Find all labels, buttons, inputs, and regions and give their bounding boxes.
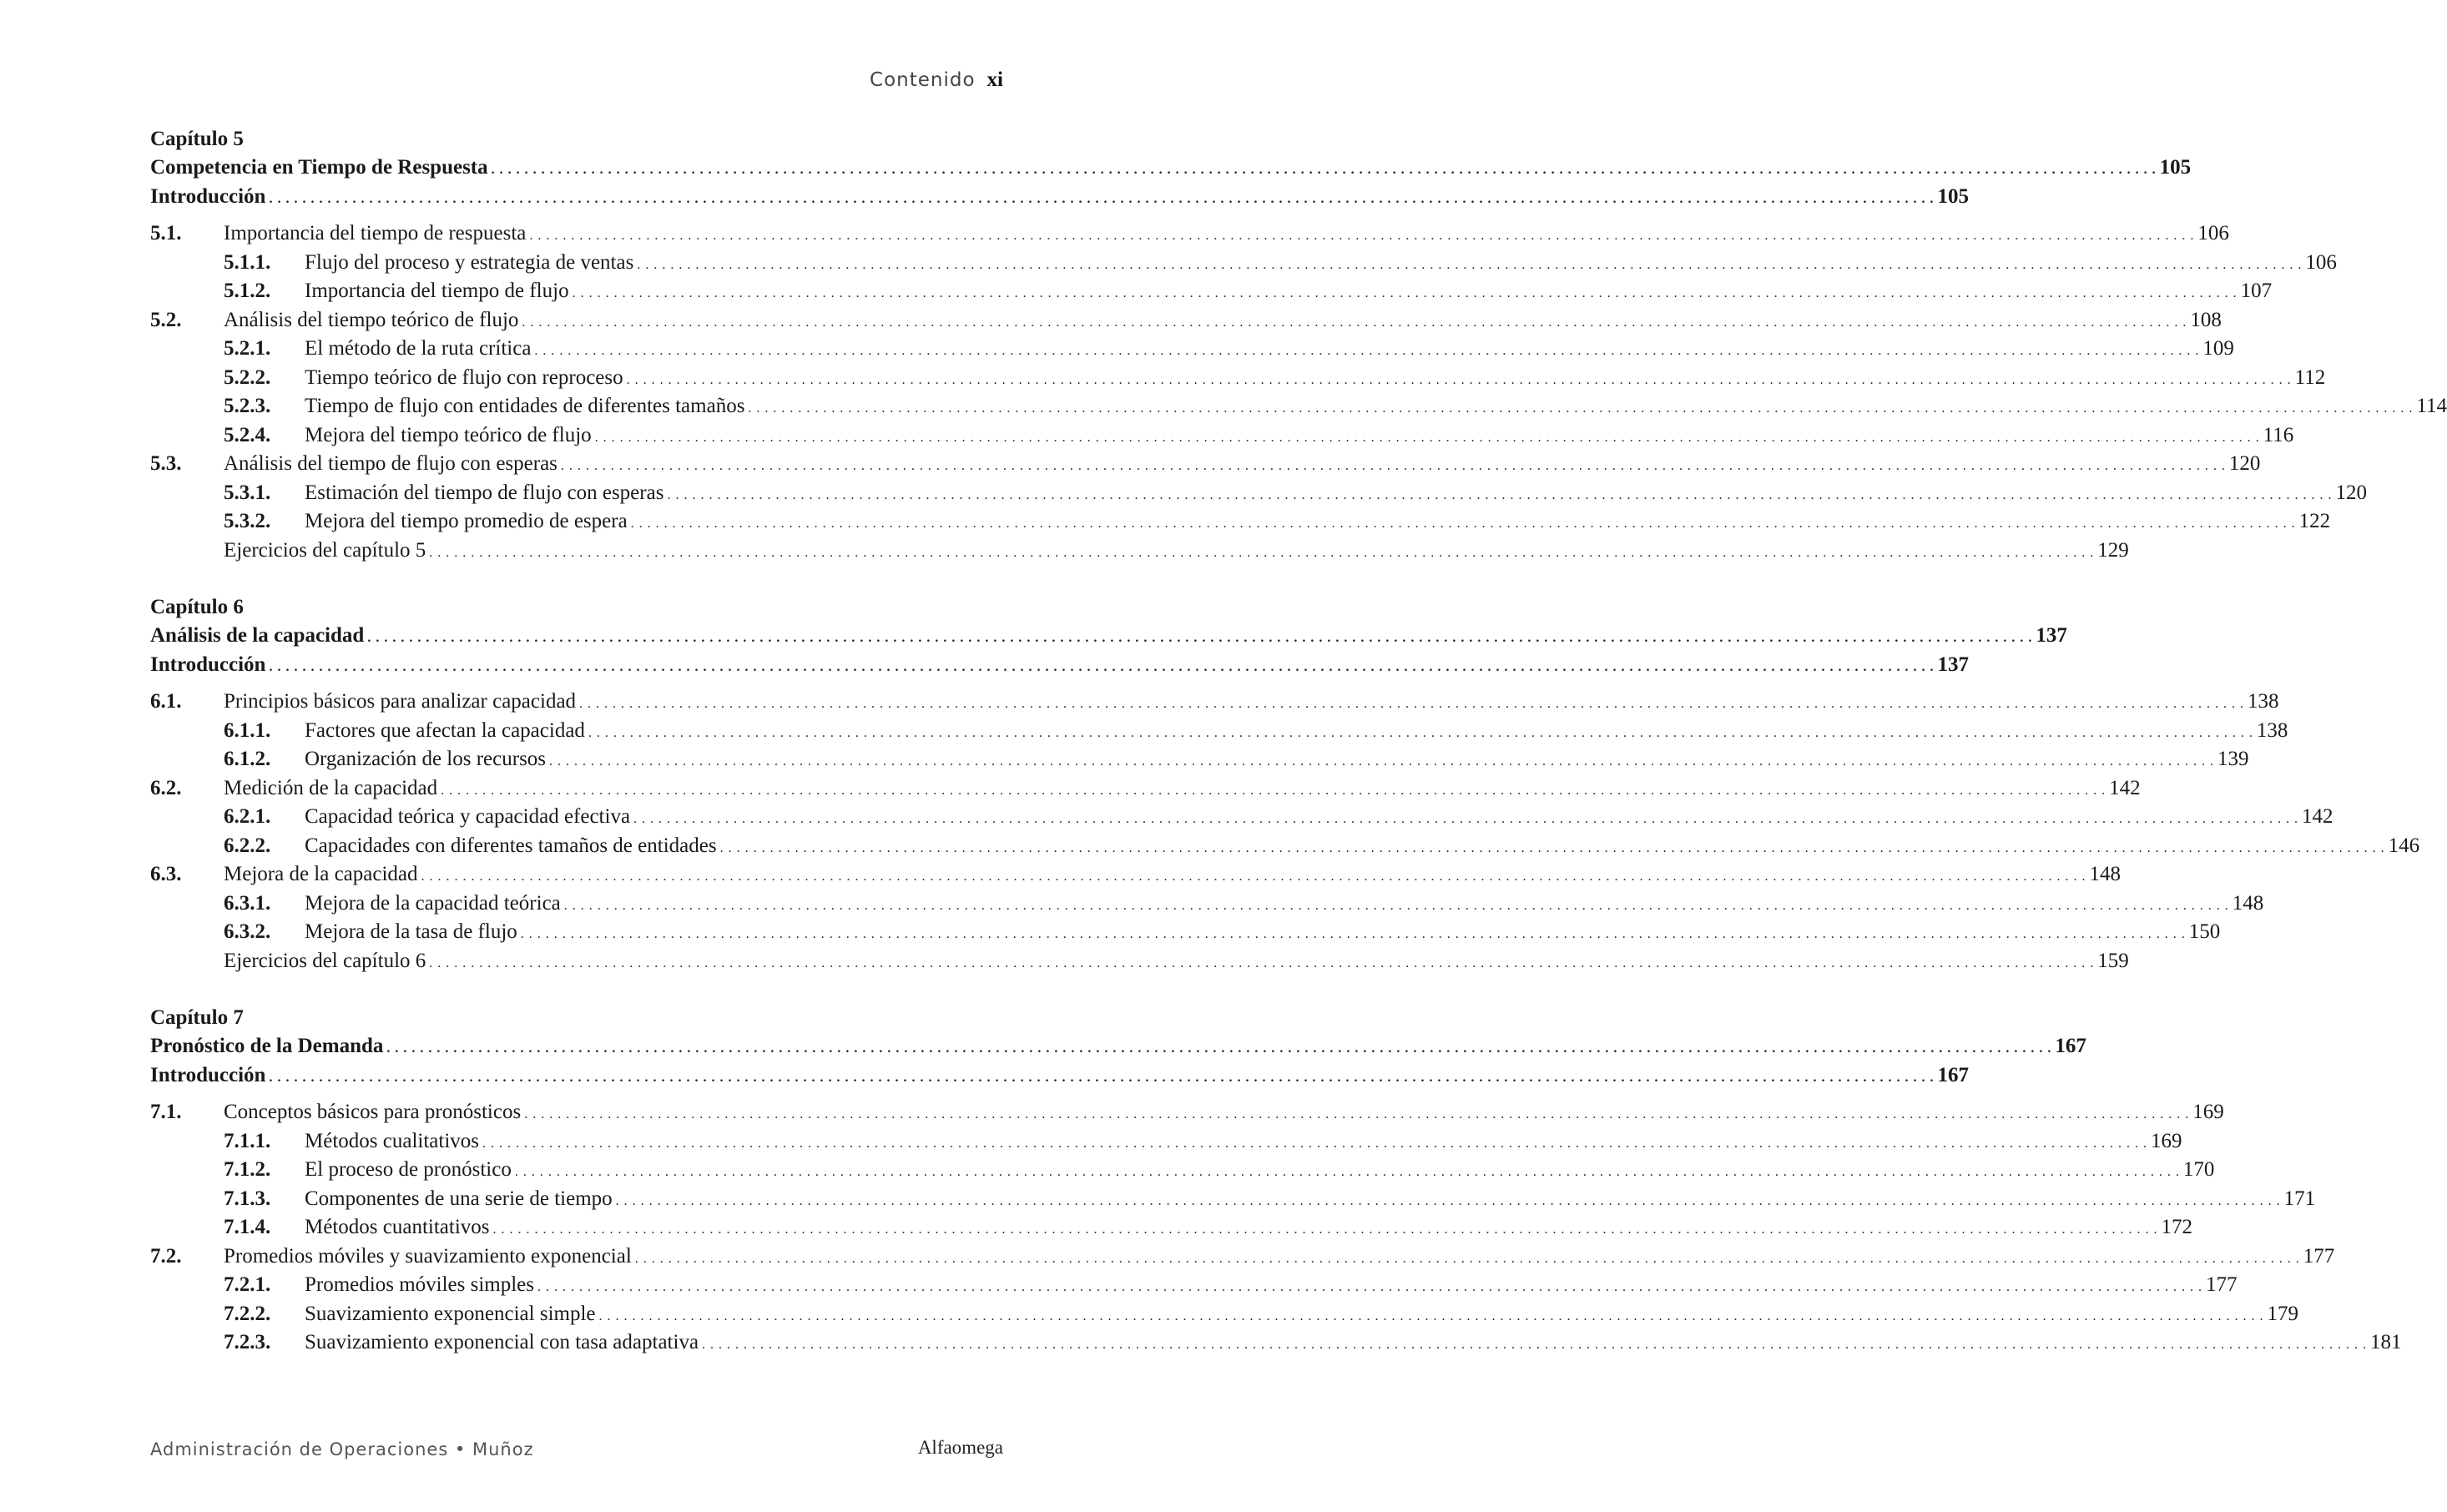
toc-entry-page: 108 [2190, 308, 2222, 331]
toc-entry-page: 146 [2388, 834, 2420, 857]
toc-entry-page: 169 [2151, 1129, 2182, 1152]
toc-entry-number: 7.2. [150, 1244, 182, 1268]
toc-entry-number: 6.1.1. [224, 718, 271, 742]
toc-entry [150, 890, 2264, 919]
toc-entry-title: Medición de la capacidad [224, 776, 438, 799]
toc-entry-title: Conceptos básicos para pronósticos [224, 1101, 522, 1123]
dot-leader: . . . . . . . . . . . . . . . . . . . . . . . . . . . . . . . . . . . . . . . . . . . . . . . . . . . . . . . . . . . . . . . . . . . . . . . . . . . . . . . . . . . . . . . . . . . . . . . . . . . . . . . . . . . . . . . . . . . . . . . . . . . . . . . . . . . . . . . . . . . . . . . . . . . . . . . . . . . . . . . . . . . . . . . . . . . . . . . . . . . . . . . . . . . . . . . . . . . . . . . . [522, 315, 2187, 330]
toc-entry-page: 107 [2240, 280, 2273, 302]
toc-entry-page: 167 [1937, 1063, 1969, 1086]
toc-entry-number: 7.1.1. [224, 1129, 271, 1152]
dot-leader: . . . . . . . . . . . . . . . . . . . . . . . . . . . . . . . . . . . . . . . . . . . . . . . . . . . . . . . . . . . . . . . . . . . . . . . . . . . . . . . . . . . . . . . . . . . . . . . . . . . . . . . . . . . . . . . . . . . . . . . . . . . . . . . . . . . . . . . . . . . . . . . . . . . . . . . . . . . . . . . . . . . . . . . . . . . . . . . . . . . . . . . . . . . . . . . . . . . . . . . . [626, 372, 2292, 387]
toc-entry-number: 6.3. [150, 863, 182, 885]
dot-leader: . . . . . . . . . . . . . . . . . . . . . . . . . . . . . . . . . . . . . . . . . . . . . . . . . . . . . . . . . . . . . . . . . . . . . . . . . . . . . . . . . . . . . . . . . . . . . . . . . . . . . . . . . . . . . . . . . . . . . . . . . . . . . . . . . . . . . . . . . . . . . . . . . . . . . . . . . . . . . . . . . . . . . . . . . . . . . . . . . . . . . . . . . . . . . . . . . . . . . . . . [537, 1280, 2202, 1294]
toc-entry-page: 114 [2416, 395, 2447, 417]
toc-entry [150, 537, 2129, 566]
dot-leader: . . . . . . . . . . . . . . . . . . . . . . . . . . . . . . . . . . . . . . . . . . . . . . . . . . . . . . . . . . . . . . . . . . . . . . . . . . . . . . . . . . . . . . . . . . . . . . . . . . . . . . . . . . . . . . . . . . . . . . . . . . . . . . . . . . . . . . . . . . . . . . . . . . . . . . . . . . . . . . . . . . . . . . . . . . . . . . . . . . . . . . . . . . . . . . . . . . . . . . . . [269, 659, 1935, 674]
chapter-label: Capítulo 7 [150, 1006, 244, 1029]
toc-entry-title: Mejora de la capacidad teórica [305, 891, 561, 915]
dot-leader: . . . . . . . . . . . . . . . . . . . . . . . . . . . . . . . . . . . . . . . . . . . . . . . . . . . . . . . . . . . . . . . . . . . . . . . . . . . . . . . . . . . . . . . . . . . . . . . . . . . . . . . . . . . . . . . . . . . . . . . . . . . . . . . . . . . . . . . . . . . . . . . . . . . . . . . . . . . . . . . . . . . . . . . . . . . . . . . . . . . . . . . . . . . . . . . . . . . . . . . . [441, 783, 2106, 798]
toc-entry-number: 5.2.3. [224, 395, 271, 417]
toc-entry-page: 138 [2256, 718, 2288, 742]
toc-entry-page: 179 [2267, 1302, 2299, 1325]
toc-entry-number: 6.3.2. [224, 920, 271, 943]
dot-leader: . . . . . . . . . . . . . . . . . . . . . . . . . . . . . . . . . . . . . . . . . . . . . . . . . . . . . . . . . . . . . . . . . . . . . . . . . . . . . . . . . . . . . . . . . . . . . . . . . . . . . . . . . . . . . . . . . . . . . . . . . . . . . . . . . . . . . . . . . . . . . . . . . . . . . . . . . . . . . . . . . . . . . . . . . . . . . . . . . . . . . . . . . . . . . . . . . . . . . . . . [615, 1193, 2281, 1208]
toc-entry [150, 774, 2141, 804]
toc-entry-number: 5.2.2. [224, 365, 271, 389]
dot-leader: . . . . . . . . . . . . . . . . . . . . . . . . . . . . . . . . . . . . . . . . . . . . . . . . . . . . . . . . . . . . . . . . . . . . . . . . . . . . . . . . . . . . . . . . . . . . . . . . . . . . . . . . . . . . . . . . . . . . . . . . . . . . . . . . . . . . . . . . . . . . . . . . . . . . . . . . . . . . . . . . . . . . . . . . . . . . . . . . . . . . . . . . . . . . . . . . . . . . . . . . [748, 401, 2414, 416]
toc-entry-title: Capacidades con diferentes tamaños de entidades [305, 834, 717, 857]
toc-entry-title: Promedios móviles y suavizamiento exponencial [224, 1244, 632, 1268]
toc-entry-number: 6.2.1. [224, 805, 271, 828]
toc-entry-page: 159 [2097, 949, 2129, 972]
toc-entry-number: 5.1.1. [224, 250, 271, 274]
toc-entry-page: 116 [2263, 423, 2294, 446]
toc-entry-number: 6.1.2. [224, 748, 271, 770]
toc-entry-page: 137 [2036, 624, 2067, 647]
toc-entry-page: 106 [2305, 250, 2337, 274]
toc-entry-number: 5.3.1. [224, 481, 271, 504]
toc-entry-number: 7.2.3. [224, 1331, 271, 1353]
chapter-label: Capítulo 5 [150, 128, 244, 150]
toc-entry-title: Ejercicios del capítulo 5 [224, 538, 426, 562]
toc-entry-number: 6.2.2. [224, 834, 271, 857]
toc-entry [150, 154, 2192, 183]
toc-entry [150, 450, 2261, 479]
toc-entry-number: 5.2. [150, 308, 182, 331]
toc-entry-title: Principios básicos para analizar capacidad [224, 690, 577, 713]
toc-entry-page: 142 [2109, 776, 2141, 799]
toc-entry-page: 177 [2206, 1273, 2238, 1296]
toc-entry [150, 1271, 2238, 1300]
toc-entry-title: Flujo del proceso y estrategia de ventas [305, 250, 634, 274]
toc-entry-title: Métodos cualitativos [305, 1129, 479, 1152]
toc-entry [150, 1127, 2182, 1157]
toc-entry-title: Importancia del tiempo de flujo [305, 280, 569, 302]
toc-entry-title: Estimación del tiempo de flujo con esperas [305, 481, 664, 504]
toc-entry-title: Introducción [150, 1063, 266, 1086]
toc-entry-page: 171 [2283, 1187, 2316, 1210]
dot-leader: . . . . . . . . . . . . . . . . . . . . . . . . . . . . . . . . . . . . . . . . . . . . . . . . . . . . . . . . . . . . . . . . . . . . . . . . . . . . . . . . . . . . . . . . . . . . . . . . . . . . . . . . . . . . . . . . . . . . . . . . . . . . . . . . . . . . . . . . . . . . . . . . . . . . . . . . . . . . . . . . . . . . . . . . . . . . . . . . . . . . . . . . . . . . . . . . . . . . . . . . [429, 955, 2095, 970]
toc-entry [150, 335, 2234, 364]
toc-entry [150, 717, 2288, 746]
toc-entry-page: 150 [2188, 920, 2221, 943]
dot-leader: . . . . . . . . . . . . . . . . . . . . . . . . . . . . . . . . . . . . . . . . . . . . . . . . . . . . . . . . . . . . . . . . . . . . . . . . . . . . . . . . . . . . . . . . . . . . . . . . . . . . . . . . . . . . . . . . . . . . . . . . . . . . . . . . . . . . . . . . . . . . . . . . . . . . . . . . . . . . . . . . . . . . . . . . . . . . . . . . . . . . . . . . . . . . . . . . . . . . . . . . [702, 1338, 2368, 1352]
toc-entry-number: 5.2.4. [224, 423, 271, 446]
footer-book-title: Administración de Operaciones • Muñoz [150, 1439, 534, 1459]
toc-entry-title: Análisis del tiempo teórico de flujo [224, 308, 519, 331]
toc-entry-title: Suavizamiento exponencial con tasa adaptativa [305, 1331, 699, 1353]
toc-entry [150, 183, 1969, 212]
toc-entry-number: 6.1. [150, 690, 182, 713]
toc-entry-page: 148 [2232, 891, 2264, 915]
chapter-label: Capítulo 6 [150, 596, 244, 618]
toc-entry-page: 120 [2228, 452, 2261, 475]
dot-leader: . . . . . . . . . . . . . . . . . . . . . . . . . . . . . . . . . . . . . . . . . . . . . . . . . . . . . . . . . . . . . . . . . . . . . . . . . . . . . . . . . . . . . . . . . . . . . . . . . . . . . . . . . . . . . . . . . . . . . . . . . . . . . . . . . . . . . . . . . . . . . . . . . . . . . . . . . . . . . . . . . . . . . . . . . . . . . . . . . . . . . . . . . . . . . . . . . . . . . . . . [367, 631, 2033, 645]
toc-entry [150, 803, 2333, 832]
toc-entry-title: Importancia del tiempo de respuesta [224, 222, 527, 244]
toc-entry [150, 364, 2326, 393]
dot-leader: . . . . . . . . . . . . . . . . . . . . . . . . . . . . . . . . . . . . . . . . . . . . . . . . . . . . . . . . . . . . . . . . . . . . . . . . . . . . . . . . . . . . . . . . . . . . . . . . . . . . . . . . . . . . . . . . . . . . . . . . . . . . . . . . . . . . . . . . . . . . . . . . . . . . . . . . . . . . . . . . . . . . . . . . . . . . . . . . . . . . . . . . . . . . . . . . . . . . . . . . [633, 812, 2299, 826]
dot-leader: . . . . . . . . . . . . . . . . . . . . . . . . . . . . . . . . . . . . . . . . . . . . . . . . . . . . . . . . . . . . . . . . . . . . . . . . . . . . . . . . . . . . . . . . . . . . . . . . . . . . . . . . . . . . . . . . . . . . . . . . . . . . . . . . . . . . . . . . . . . . . . . . . . . . . . . . . . . . . . . . . . . . . . . . . . . . . . . . . . . . . . . . . . . . . . . . . . . . . . . . [572, 286, 2238, 300]
toc-entry-title: Tiempo teórico de flujo con reproceso [305, 365, 623, 389]
toc-entry-title: Pronóstico de la Demanda [150, 1035, 384, 1057]
footer-publisher: Alfaomega [917, 1437, 1003, 1458]
toc-entry-page: 142 [2302, 805, 2333, 828]
toc-entry-title: Competencia en Tiempo de Respuesta [150, 156, 488, 179]
toc-entry-page: 169 [2192, 1101, 2224, 1123]
toc-entry [150, 947, 2129, 976]
toc-entry-title: Análisis del tiempo de flujo con esperas [224, 452, 558, 475]
toc-entry-page: 105 [1937, 184, 1969, 208]
toc-entry-title: Métodos cuantitativos [305, 1216, 490, 1238]
toc-entry [150, 277, 2273, 306]
toc-entry-number: 7.1.4. [224, 1216, 271, 1238]
toc-entry-title: Mejora de la tasa de flujo [305, 920, 517, 943]
dot-leader: . . . . . . . . . . . . . . . . . . . . . . . . . . . . . . . . . . . . . . . . . . . . . . . . . . . . . . . . . . . . . . . . . . . . . . . . . . . . . . . . . . . . . . . . . . . . . . . . . . . . . . . . . . . . . . . . . . . . . . . . . . . . . . . . . . . . . . . . . . . . . . . . . . . . . . . . . . . . . . . . . . . . . . . . . . . . . . . . . . . . . . . . . . . . . . . . . . . . . . . . [549, 754, 2215, 769]
toc-entry-page: 112 [2294, 365, 2326, 389]
toc-entry-number: 5.1. [150, 222, 182, 244]
dot-leader: . . . . . . . . . . . . . . . . . . . . . . . . . . . . . . . . . . . . . . . . . . . . . . . . . . . . . . . . . . . . . . . . . . . . . . . . . . . . . . . . . . . . . . . . . . . . . . . . . . . . . . . . . . . . . . . . . . . . . . . . . . . . . . . . . . . . . . . . . . . . . . . . . . . . . . . . . . . . . . . . . . . . . . . . . . . . . . . . . . . . . . . . . . . . . . . . . . . . . . . . [269, 191, 1935, 206]
toc-entry-title: Mejora de la capacidad [224, 863, 418, 885]
table-of-contents [150, 125, 2447, 1386]
toc-entry-title: Análisis de la capacidad [150, 624, 365, 647]
chapter-section [150, 593, 2420, 975]
running-head-section: Contenido [870, 69, 976, 91]
toc-entry-page: 181 [2370, 1331, 2402, 1353]
toc-entry-number: 6.3.1. [224, 891, 271, 915]
toc-entry-number: 7.1.2. [224, 1158, 271, 1181]
toc-entry-page: 105 [2159, 156, 2192, 179]
toc-entry-page: 167 [2055, 1035, 2086, 1057]
toc-entry [150, 1061, 1969, 1091]
toc-entry-title: Introducción [150, 653, 266, 676]
toc-entry-title: Componentes de una serie de tiempo [305, 1187, 613, 1210]
dot-leader: . . . . . . . . . . . . . . . . . . . . . . . . . . . . . . . . . . . . . . . . . . . . . . . . . . . . . . . . . . . . . . . . . . . . . . . . . . . . . . . . . . . . . . . . . . . . . . . . . . . . . . . . . . . . . . . . . . . . . . . . . . . . . . . . . . . . . . . . . . . . . . . . . . . . . . . . . . . . . . . . . . . . . . . . . . . . . . . . . . . . . . . . . . . . . . . . . . . . . . . . [524, 1107, 2190, 1121]
toc-entry-page: 122 [2298, 510, 2331, 532]
toc-entry-title: Mejora del tiempo promedio de espera [305, 510, 628, 532]
running-head [870, 68, 1003, 92]
toc-entry [150, 421, 2294, 451]
toc-entry [150, 1185, 2316, 1214]
toc-entry [150, 306, 2222, 335]
toc-entry-page: 177 [2303, 1244, 2335, 1268]
toc-entry [150, 392, 2447, 421]
dot-leader: . . . . . . . . . . . . . . . . . . . . . . . . . . . . . . . . . . . . . . . . . . . . . . . . . . . . . . . . . . . . . . . . . . . . . . . . . . . . . . . . . . . . . . . . . . . . . . . . . . . . . . . . . . . . . . . . . . . . . . . . . . . . . . . . . . . . . . . . . . . . . . . . . . . . . . . . . . . . . . . . . . . . . . . . . . . . . . . . . . . . . . . . . . . . . . . . . . . . . . . . [269, 1070, 1935, 1085]
toc-entry [150, 1300, 2299, 1329]
dot-leader: . . . . . . . . . . . . . . . . . . . . . . . . . . . . . . . . . . . . . . . . . . . . . . . . . . . . . . . . . . . . . . . . . . . . . . . . . . . . . . . . . . . . . . . . . . . . . . . . . . . . . . . . . . . . . . . . . . . . . . . . . . . . . . . . . . . . . . . . . . . . . . . . . . . . . . . . . . . . . . . . . . . . . . . . . . . . . . . . . . . . . . . . . . . . . . . . . . . . . . . . [598, 1308, 2264, 1323]
dot-leader: . . . . . . . . . . . . . . . . . . . . . . . . . . . . . . . . . . . . . . . . . . . . . . . . . . . . . . . . . . . . . . . . . . . . . . . . . . . . . . . . . . . . . . . . . . . . . . . . . . . . . . . . . . . . . . . . . . . . . . . . . . . . . . . . . . . . . . . . . . . . . . . . . . . . . . . . . . . . . . . . . . . . . . . . . . . . . . . . . . . . . . . . . . . . . . . . . . . . . . . . [386, 1041, 2052, 1056]
toc-entry-number: 5.2.1. [224, 337, 271, 360]
dot-leader: . . . . . . . . . . . . . . . . . . . . . . . . . . . . . . . . . . . . . . . . . . . . . . . . . . . . . . . . . . . . . . . . . . . . . . . . . . . . . . . . . . . . . . . . . . . . . . . . . . . . . . . . . . . . . . . . . . . . . . . . . . . . . . . . . . . . . . . . . . . . . . . . . . . . . . . . . . . . . . . . . . . . . . . . . . . . . . . . . . . . . . . . . . . . . . . . . . . . . . . . [534, 344, 2200, 358]
dot-leader: . . . . . . . . . . . . . . . . . . . . . . . . . . . . . . . . . . . . . . . . . . . . . . . . . . . . . . . . . . . . . . . . . . . . . . . . . . . . . . . . . . . . . . . . . . . . . . . . . . . . . . . . . . . . . . . . . . . . . . . . . . . . . . . . . . . . . . . . . . . . . . . . . . . . . . . . . . . . . . . . . . . . . . . . . . . . . . . . . . . . . . . . . . . . . . . . . . . . . . . . [579, 697, 2245, 711]
toc-entry-title: Suavizamiento exponencial simple [305, 1302, 596, 1325]
dot-leader: . . . . . . . . . . . . . . . . . . . . . . . . . . . . . . . . . . . . . . . . . . . . . . . . . . . . . . . . . . . . . . . . . . . . . . . . . . . . . . . . . . . . . . . . . . . . . . . . . . . . . . . . . . . . . . . . . . . . . . . . . . . . . . . . . . . . . . . . . . . . . . . . . . . . . . . . . . . . . . . . . . . . . . . . . . . . . . . . . . . . . . . . . . . . . . . . . . . . . . . . [667, 487, 2333, 502]
dot-leader: . . . . . . . . . . . . . . . . . . . . . . . . . . . . . . . . . . . . . . . . . . . . . . . . . . . . . . . . . . . . . . . . . . . . . . . . . . . . . . . . . . . . . . . . . . . . . . . . . . . . . . . . . . . . . . . . . . . . . . . . . . . . . . . . . . . . . . . . . . . . . . . . . . . . . . . . . . . . . . . . . . . . . . . . . . . . . . . . . . . . . . . . . . . . . . . . . . . . . . . . [429, 545, 2095, 560]
toc-entry-page: 106 [2197, 222, 2229, 244]
toc-entry-number: 6.2. [150, 776, 182, 799]
chapter-section [150, 1004, 2402, 1358]
toc-entry-title: Ejercicios del capítulo 6 [224, 949, 426, 972]
toc-entry [150, 479, 2367, 508]
dot-leader: . . . . . . . . . . . . . . . . . . . . . . . . . . . . . . . . . . . . . . . . . . . . . . . . . . . . . . . . . . . . . . . . . . . . . . . . . . . . . . . . . . . . . . . . . . . . . . . . . . . . . . . . . . . . . . . . . . . . . . . . . . . . . . . . . . . . . . . . . . . . . . . . . . . . . . . . . . . . . . . . . . . . . . . . . . . . . . . . . . . . . . . . . . . . . . . . . . . . . . . . [588, 725, 2253, 740]
dot-leader: . . . . . . . . . . . . . . . . . . . . . . . . . . . . . . . . . . . . . . . . . . . . . . . . . . . . . . . . . . . . . . . . . . . . . . . . . . . . . . . . . . . . . . . . . . . . . . . . . . . . . . . . . . . . . . . . . . . . . . . . . . . . . . . . . . . . . . . . . . . . . . . . . . . . . . . . . . . . . . . . . . . . . . . . . . . . . . . . . . . . . . . . . . . . . . . . . . . . . . . . [637, 257, 2303, 272]
dot-leader: . . . . . . . . . . . . . . . . . . . . . . . . . . . . . . . . . . . . . . . . . . . . . . . . . . . . . . . . . . . . . . . . . . . . . . . . . . . . . . . . . . . . . . . . . . . . . . . . . . . . . . . . . . . . . . . . . . . . . . . . . . . . . . . . . . . . . . . . . . . . . . . . . . . . . . . . . . . . . . . . . . . . . . . . . . . . . . . . . . . . . . . . . . . . . . . . . . . . . . . . [491, 163, 2157, 177]
toc-entry-page: 109 [2202, 337, 2234, 360]
toc-entry-number: 7.2.2. [224, 1302, 271, 1325]
toc-entry [150, 1098, 2224, 1127]
toc-entry-title: Factores que afectan la capacidad [305, 718, 585, 742]
toc-entry-title: Mejora del tiempo teórico de flujo [305, 423, 592, 446]
toc-entry [150, 918, 2221, 947]
toc-entry-number: 5.3. [150, 452, 182, 475]
toc-entry [150, 1156, 2215, 1185]
toc-entry-number: 5.3.2. [224, 510, 271, 532]
toc-entry-title: Capacidad teórica y capacidad efectiva [305, 805, 631, 828]
toc-entry-title: Introducción [150, 184, 266, 208]
toc-entry-number: 7.1. [150, 1101, 182, 1123]
toc-entry [150, 651, 1969, 680]
toc-entry [150, 832, 2420, 861]
toc-entry-page: 148 [2089, 863, 2122, 885]
toc-entry-page: 120 [2335, 481, 2367, 504]
toc-entry-title: Tiempo de flujo con entidades de diferentes tamaños [305, 395, 745, 417]
toc-entry-title: Organización de los recursos [305, 748, 547, 770]
toc-entry [150, 688, 2279, 717]
toc-entry [150, 507, 2331, 537]
toc-entry-page: 170 [2182, 1158, 2215, 1181]
toc-entry-title: El proceso de pronóstico [305, 1158, 512, 1181]
toc-entry-page: 172 [2161, 1216, 2192, 1238]
dot-leader: . . . . . . . . . . . . . . . . . . . . . . . . . . . . . . . . . . . . . . . . . . . . . . . . . . . . . . . . . . . . . . . . . . . . . . . . . . . . . . . . . . . . . . . . . . . . . . . . . . . . . . . . . . . . . . . . . . . . . . . . . . . . . . . . . . . . . . . . . . . . . . . . . . . . . . . . . . . . . . . . . . . . . . . . . . . . . . . . . . . . . . . . . . . . . . . . . . . . . . . . [634, 1251, 2300, 1266]
toc-entry [150, 249, 2337, 278]
toc-entry [150, 622, 2067, 651]
dot-leader: . . . . . . . . . . . . . . . . . . . . . . . . . . . . . . . . . . . . . . . . . . . . . . . . . . . . . . . . . . . . . . . . . . . . . . . . . . . . . . . . . . . . . . . . . . . . . . . . . . . . . . . . . . . . . . . . . . . . . . . . . . . . . . . . . . . . . . . . . . . . . . . . . . . . . . . . . . . . . . . . . . . . . . . . . . . . . . . . . . . . . . . . . . . . . . . . . . . . . . . . [520, 927, 2186, 941]
dot-leader: . . . . . . . . . . . . . . . . . . . . . . . . . . . . . . . . . . . . . . . . . . . . . . . . . . . . . . . . . . . . . . . . . . . . . . . . . . . . . . . . . . . . . . . . . . . . . . . . . . . . . . . . . . . . . . . . . . . . . . . . . . . . . . . . . . . . . . . . . . . . . . . . . . . . . . . . . . . . . . . . . . . . . . . . . . . . . . . . . . . . . . . . . . . . . . . . . . . . . . . . [560, 459, 2226, 473]
dot-leader: . . . . . . . . . . . . . . . . . . . . . . . . . . . . . . . . . . . . . . . . . . . . . . . . . . . . . . . . . . . . . . . . . . . . . . . . . . . . . . . . . . . . . . . . . . . . . . . . . . . . . . . . . . . . . . . . . . . . . . . . . . . . . . . . . . . . . . . . . . . . . . . . . . . . . . . . . . . . . . . . . . . . . . . . . . . . . . . . . . . . . . . . . . . . . . . . . . . . . . . . [514, 1165, 2180, 1179]
toc-entry-title: Promedios móviles simples [305, 1273, 534, 1296]
toc-entry [150, 1242, 2335, 1272]
toc-entry [150, 1032, 2086, 1061]
running-head-page-number: xi [986, 68, 1003, 91]
dot-leader: . . . . . . . . . . . . . . . . . . . . . . . . . . . . . . . . . . . . . . . . . . . . . . . . . . . . . . . . . . . . . . . . . . . . . . . . . . . . . . . . . . . . . . . . . . . . . . . . . . . . . . . . . . . . . . . . . . . . . . . . . . . . . . . . . . . . . . . . . . . . . . . . . . . . . . . . . . . . . . . . . . . . . . . . . . . . . . . . . . . . . . . . . . . . . . . . . . . . . . . . [482, 1136, 2147, 1151]
dot-leader: . . . . . . . . . . . . . . . . . . . . . . . . . . . . . . . . . . . . . . . . . . . . . . . . . . . . . . . . . . . . . . . . . . . . . . . . . . . . . . . . . . . . . . . . . . . . . . . . . . . . . . . . . . . . . . . . . . . . . . . . . . . . . . . . . . . . . . . . . . . . . . . . . . . . . . . . . . . . . . . . . . . . . . . . . . . . . . . . . . . . . . . . . . . . . . . . . . . . . . . . [421, 869, 2086, 884]
toc-entry-page: 139 [2217, 748, 2249, 770]
toc-entry-page: 138 [2248, 690, 2279, 713]
dot-leader: . . . . . . . . . . . . . . . . . . . . . . . . . . . . . . . . . . . . . . . . . . . . . . . . . . . . . . . . . . . . . . . . . . . . . . . . . . . . . . . . . . . . . . . . . . . . . . . . . . . . . . . . . . . . . . . . . . . . . . . . . . . . . . . . . . . . . . . . . . . . . . . . . . . . . . . . . . . . . . . . . . . . . . . . . . . . . . . . . . . . . . . . . . . . . . . . . . . . . . . . [594, 430, 2260, 445]
toc-entry-number: 7.2.1. [224, 1273, 271, 1296]
toc-entry-number: 5.1.2. [224, 280, 271, 302]
toc-entry [150, 219, 2229, 249]
toc-entry-number: 7.1.3. [224, 1187, 271, 1210]
dot-leader: . . . . . . . . . . . . . . . . . . . . . . . . . . . . . . . . . . . . . . . . . . . . . . . . . . . . . . . . . . . . . . . . . . . . . . . . . . . . . . . . . . . . . . . . . . . . . . . . . . . . . . . . . . . . . . . . . . . . . . . . . . . . . . . . . . . . . . . . . . . . . . . . . . . . . . . . . . . . . . . . . . . . . . . . . . . . . . . . . . . . . . . . . . . . . . . . . . . . . . . . [492, 1222, 2158, 1237]
toc-entry [150, 860, 2122, 890]
toc-entry [150, 745, 2249, 774]
toc-entry-title: El método de la ruta crítica [305, 337, 532, 360]
toc-entry-page: 137 [1937, 653, 1969, 676]
dot-leader: . . . . . . . . . . . . . . . . . . . . . . . . . . . . . . . . . . . . . . . . . . . . . . . . . . . . . . . . . . . . . . . . . . . . . . . . . . . . . . . . . . . . . . . . . . . . . . . . . . . . . . . . . . . . . . . . . . . . . . . . . . . . . . . . . . . . . . . . . . . . . . . . . . . . . . . . . . . . . . . . . . . . . . . . . . . . . . . . . . . . . . . . . . . . . . . . . . . . . . . . [563, 898, 2229, 913]
toc-entry [150, 1328, 2402, 1358]
toc-entry-page: 129 [2097, 538, 2129, 562]
dot-leader: . . . . . . . . . . . . . . . . . . . . . . . . . . . . . . . . . . . . . . . . . . . . . . . . . . . . . . . . . . . . . . . . . . . . . . . . . . . . . . . . . . . . . . . . . . . . . . . . . . . . . . . . . . . . . . . . . . . . . . . . . . . . . . . . . . . . . . . . . . . . . . . . . . . . . . . . . . . . . . . . . . . . . . . . . . . . . . . . . . . . . . . . . . . . . . . . . . . . . . . . [529, 229, 2195, 243]
dot-leader: . . . . . . . . . . . . . . . . . . . . . . . . . . . . . . . . . . . . . . . . . . . . . . . . . . . . . . . . . . . . . . . . . . . . . . . . . . . . . . . . . . . . . . . . . . . . . . . . . . . . . . . . . . . . . . . . . . . . . . . . . . . . . . . . . . . . . . . . . . . . . . . . . . . . . . . . . . . . . . . . . . . . . . . . . . . . . . . . . . . . . . . . . . . . . . . . . . . . . . . . [630, 517, 2296, 531]
dot-leader: . . . . . . . . . . . . . . . . . . . . . . . . . . . . . . . . . . . . . . . . . . . . . . . . . . . . . . . . . . . . . . . . . . . . . . . . . . . . . . . . . . . . . . . . . . . . . . . . . . . . . . . . . . . . . . . . . . . . . . . . . . . . . . . . . . . . . . . . . . . . . . . . . . . . . . . . . . . . . . . . . . . . . . . . . . . . . . . . . . . . . . . . . . . . . . . . . . . . . . . . [719, 840, 2385, 855]
chapter-section [150, 125, 2447, 565]
toc-entry [150, 1213, 2192, 1242]
